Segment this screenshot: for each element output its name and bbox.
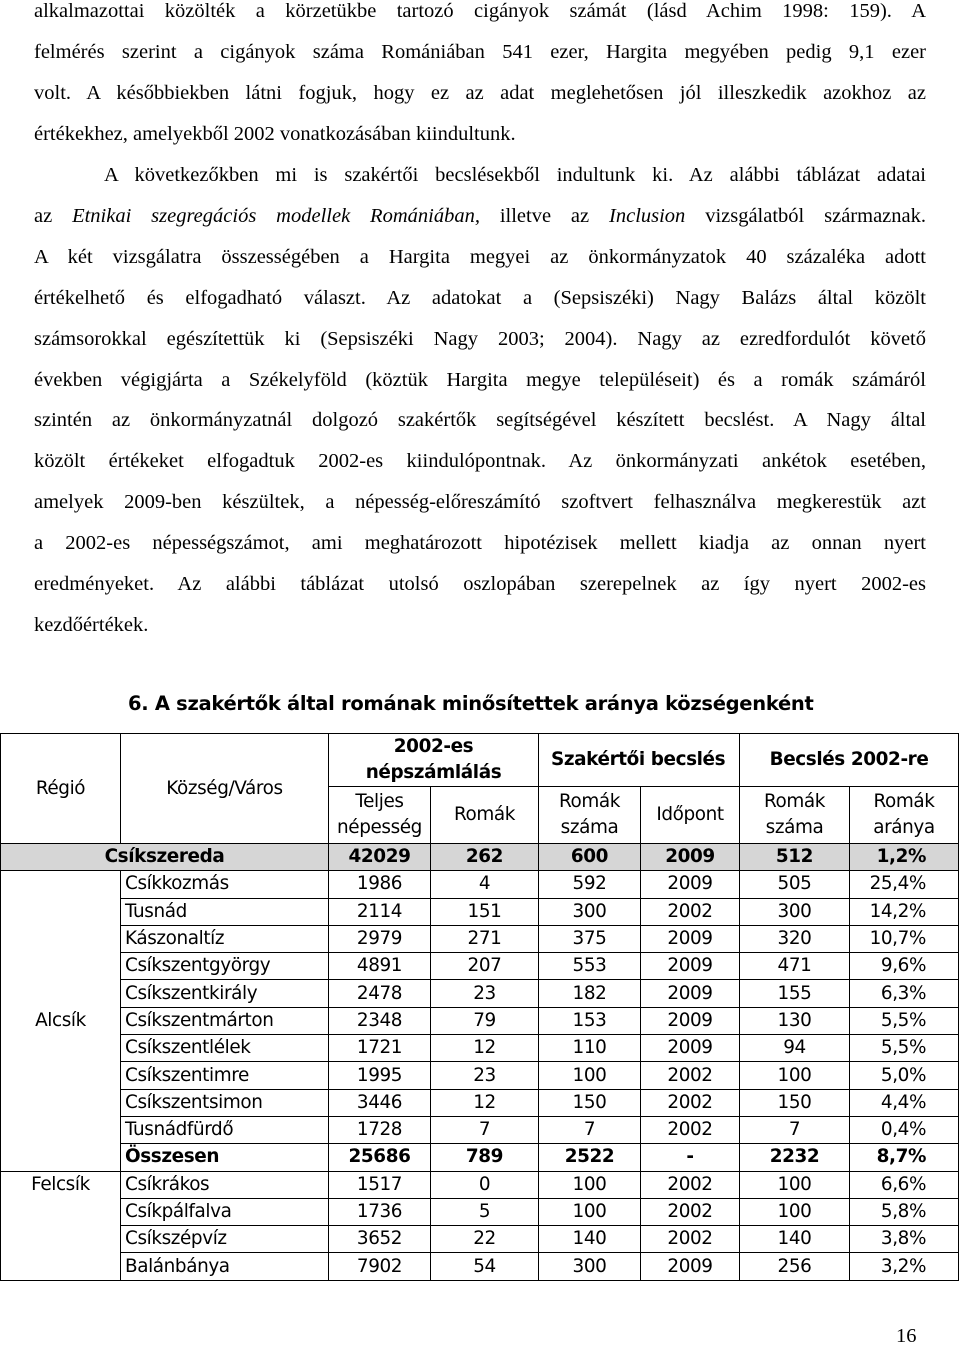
table-cell: 12 xyxy=(431,1089,539,1116)
table-cell: 2009 xyxy=(641,980,740,1007)
table-cell: Csíkszereda xyxy=(1,844,329,871)
text-line: években végigjárta a Székelyföld (köztük Hargita megye településeit) és a romák számáról xyxy=(34,368,926,391)
table-cell: 150 xyxy=(539,1089,641,1116)
table-cell: 2002 xyxy=(641,1226,740,1253)
table-cell: 23 xyxy=(431,980,539,1007)
table-cell: 23 xyxy=(431,1062,539,1089)
table-cell: Csíkszentsimon xyxy=(121,1089,329,1116)
table-cell: 4,4% xyxy=(850,1089,959,1116)
table-cell: 0 xyxy=(431,1171,539,1198)
table-cell: 5,8% xyxy=(850,1198,959,1225)
table-cell: 375 xyxy=(539,925,641,952)
table-cell: - xyxy=(641,1144,740,1171)
table-row xyxy=(1,1062,959,1089)
header-roma-share: Romák aránya xyxy=(850,787,959,844)
header-settlement: Község/Város xyxy=(121,734,329,844)
table-cell: 2002 xyxy=(641,1171,740,1198)
table-cell: 1995 xyxy=(329,1062,431,1089)
text-line: kezdőértékek. xyxy=(34,613,149,636)
table-cell: Összesen xyxy=(121,1144,329,1171)
table-cell: 130 xyxy=(740,1007,850,1034)
table-cell: Csíkpálfalva xyxy=(121,1198,329,1225)
table-cell: 300 xyxy=(539,1253,641,1280)
table-cell: 5 xyxy=(431,1198,539,1225)
table-cell: 5,5% xyxy=(850,1035,959,1062)
table-cell: 3446 xyxy=(329,1089,431,1116)
table-cell: 182 xyxy=(539,980,641,1007)
italic-title: Inclusion xyxy=(609,204,686,227)
header-region: Régió xyxy=(1,734,121,844)
table-cell: 2009 xyxy=(641,844,740,871)
table-cell: 2522 xyxy=(539,1144,641,1171)
text-line: alkalmazottai közölték a körzetükbe tartozó cigányok számát (lásd Achim 1998: 159). A xyxy=(34,0,926,22)
text-line: eredményeket. Az alábbi táblázat utolsó oszlopában szerepelnek az így nyert 2002-es xyxy=(34,573,926,596)
table-cell: Balánbánya xyxy=(121,1253,329,1280)
table-cell: 25,4% xyxy=(850,871,959,898)
table-cell: 100 xyxy=(539,1062,641,1089)
table-cell: 789 xyxy=(431,1144,539,1171)
table-cell: 2009 xyxy=(641,925,740,952)
page-number: 16 xyxy=(896,1325,917,1347)
text-line: értékelhető és elfogadható választ. Az adatokat a (Sepsiszéki) Nagy Balázs által közölt xyxy=(34,286,926,309)
table-cell: 100 xyxy=(740,1062,850,1089)
table-row xyxy=(1,1198,959,1225)
table-cell: 100 xyxy=(740,1171,850,1198)
table-cell: 4891 xyxy=(329,953,431,980)
table-cell: 600 xyxy=(539,844,641,871)
table-cell: Tusnádfürdő xyxy=(121,1116,329,1143)
text-line: A következőkben mi is szakértői becslésekből indultunk ki. Az alábbi táblázat adatai xyxy=(104,164,926,186)
table-cell: 25686 xyxy=(329,1144,431,1171)
table-cell: 2478 xyxy=(329,980,431,1007)
table-cell: 100 xyxy=(539,1171,641,1198)
table-cell: 1721 xyxy=(329,1035,431,1062)
table-cell: 1517 xyxy=(329,1171,431,1198)
table-cell: Csíkszentkirály xyxy=(121,980,329,1007)
text-segment: vizsgálatból származnak. xyxy=(685,204,926,227)
table-cell: 14,2% xyxy=(850,898,959,925)
table-cell: 22 xyxy=(431,1226,539,1253)
table-cell: 300 xyxy=(740,898,850,925)
paragraph-method xyxy=(34,155,926,646)
table-cell: 153 xyxy=(539,1007,641,1034)
table-cell: 592 xyxy=(539,871,641,898)
table-row xyxy=(1,1253,959,1280)
table-cell: 4 xyxy=(431,871,539,898)
table-row xyxy=(1,1007,959,1034)
table-cell: 1986 xyxy=(329,871,431,898)
table-cell: 100 xyxy=(539,1198,641,1225)
table-cell: 512 xyxy=(740,844,850,871)
table-cell: Csíkszentgyörgy xyxy=(121,953,329,980)
table-row xyxy=(1,980,959,1007)
table-cell: 1736 xyxy=(329,1198,431,1225)
header-date: Időpont xyxy=(641,787,740,844)
table-cell: 2002 xyxy=(641,1198,740,1225)
table-cell: 7902 xyxy=(329,1253,431,1280)
table-cell: 110 xyxy=(539,1035,641,1062)
table-cell: 7 xyxy=(539,1116,641,1143)
table-cell: 8,7% xyxy=(850,1144,959,1171)
table-cell: 2009 xyxy=(641,953,740,980)
table-row xyxy=(1,925,959,952)
table-cell: Csíkrákos xyxy=(121,1171,329,1198)
table-cell: 94 xyxy=(740,1035,850,1062)
table-cell: 471 xyxy=(740,953,850,980)
table-cell: 271 xyxy=(431,925,539,952)
table-cell: 9,6% xyxy=(850,953,959,980)
table-cell: 100 xyxy=(740,1198,850,1225)
header-roma-count-2002: Romák száma xyxy=(740,787,850,844)
table-cell: 0,4% xyxy=(850,1116,959,1143)
text-line: szintén az önkormányzatnál dolgozó szakértők segítségével készített becslést. A Nagy által xyxy=(34,409,926,432)
table-cell: 54 xyxy=(431,1253,539,1280)
region-cell: Felcsík xyxy=(1,1171,121,1280)
table-cell: 2009 xyxy=(641,1007,740,1034)
header-expert-group: Szakértői becslés xyxy=(539,734,740,787)
table-row xyxy=(1,1089,959,1116)
table-cell: 2002 xyxy=(641,898,740,925)
italic-title: Etnikai szegregációs modellek Romániában, xyxy=(72,204,480,227)
table-row xyxy=(1,1171,959,1198)
text-line: amelyek 2009-ben készültek, a népesség-előreszámító szoftvert felhasználva megkerestük azt xyxy=(34,491,926,514)
text-line: a 2002-es népességszámot, ami meghatározott hipotézisek mellett kiadja az onnan nyert xyxy=(34,532,926,555)
header-total-population: Teljes népesség xyxy=(329,787,431,844)
text-line: közölt értékeket elfogadtuk 2002-es kiindulópontnak. Az önkormányzati ankétok esetében, xyxy=(34,450,926,473)
table-cell: 256 xyxy=(740,1253,850,1280)
table-cell: 151 xyxy=(431,898,539,925)
table-cell: 79 xyxy=(431,1007,539,1034)
text-line: értékekhez, amelyekből 2002 vonatkozásában kiindultunk. xyxy=(34,122,516,145)
table-cell: 2002 xyxy=(641,1089,740,1116)
table-cell: 3,2% xyxy=(850,1253,959,1280)
text-line: A két vizsgálatra összességében a Hargita megyei az önkormányzatok 40 százaléka adott xyxy=(34,245,926,268)
table-cell: 6,6% xyxy=(850,1171,959,1198)
header-estimate-group: Becslés 2002-re xyxy=(740,734,959,787)
table-row xyxy=(1,953,959,980)
table-cell: Tusnád xyxy=(121,898,329,925)
table-cell: 7 xyxy=(431,1116,539,1143)
table-cell: Csíkszentlélek xyxy=(121,1035,329,1062)
table-cell: 553 xyxy=(539,953,641,980)
table-row xyxy=(1,1116,959,1143)
table-cell: 150 xyxy=(740,1089,850,1116)
table-cell: 320 xyxy=(740,925,850,952)
table-title: 6. A szakértők által romának minősítettek aránya községenként xyxy=(128,692,814,715)
table-cell: 140 xyxy=(740,1226,850,1253)
region-cell: Alcsík xyxy=(1,871,121,1171)
table-cell: 5,0% xyxy=(850,1062,959,1089)
table-cell: 6,3% xyxy=(850,980,959,1007)
data-table xyxy=(0,733,959,1281)
text-segment: az xyxy=(34,204,73,227)
table-cell: Csíkkozmás xyxy=(121,871,329,898)
table-cell: 1728 xyxy=(329,1116,431,1143)
table-cell: 505 xyxy=(740,871,850,898)
text-line: volt. A későbbiekben látni fogjuk, hogy ez az adat meglehetősen jól illeszkedik azokhoz az xyxy=(34,81,926,104)
table-cell: 2348 xyxy=(329,1007,431,1034)
table-cell: 12 xyxy=(431,1035,539,1062)
table-cell: 1,2% xyxy=(850,844,959,871)
header-roma: Romák xyxy=(431,787,539,844)
table-cell: Csíkszentmárton xyxy=(121,1007,329,1034)
table-cell: 262 xyxy=(431,844,539,871)
table-row xyxy=(1,871,959,898)
table-cell: 2002 xyxy=(641,1116,740,1143)
table-cell: 7 xyxy=(740,1116,850,1143)
table-cell: 3,8% xyxy=(850,1226,959,1253)
table-cell: 2232 xyxy=(740,1144,850,1171)
header-census-group: 2002-es népszámlálás xyxy=(329,734,539,787)
text-line-mixed xyxy=(34,196,926,237)
table-cell: 2009 xyxy=(641,1035,740,1062)
paragraph-intro xyxy=(34,0,926,155)
table-cell: 2009 xyxy=(641,871,740,898)
table-row xyxy=(1,1035,959,1062)
table-cell: 2009 xyxy=(641,1253,740,1280)
text-line: felmérés szerint a cigányok száma Romániában 541 ezer, Hargita megyében pedig 9,1 ezer xyxy=(34,40,926,63)
table-row xyxy=(1,1226,959,1253)
table-cell: 3652 xyxy=(329,1226,431,1253)
table-cell: 10,7% xyxy=(850,925,959,952)
table-row xyxy=(1,1144,959,1171)
table-cell: Csíkszentimre xyxy=(121,1062,329,1089)
table-row xyxy=(1,898,959,925)
table-cell: 2002 xyxy=(641,1062,740,1089)
text-line: számsorokkal egészítettük ki (Sepsiszéki Nagy 2003; 2004). Nagy az ezredfordulót követő xyxy=(34,327,926,350)
table-cell: 155 xyxy=(740,980,850,1007)
table-cell: 300 xyxy=(539,898,641,925)
text-segment: illetve az xyxy=(479,204,610,227)
table-cell: 207 xyxy=(431,953,539,980)
table-cell: 42029 xyxy=(329,844,431,871)
table-row-highlight xyxy=(1,844,959,871)
table-cell: 2114 xyxy=(329,898,431,925)
table-cell: Kászonaltíz xyxy=(121,925,329,952)
table-cell: 140 xyxy=(539,1226,641,1253)
header-roma-count: Romák száma xyxy=(539,787,641,844)
table-cell: 5,5% xyxy=(850,1007,959,1034)
table-cell: Csíkszépvíz xyxy=(121,1226,329,1253)
table-cell: 2979 xyxy=(329,925,431,952)
